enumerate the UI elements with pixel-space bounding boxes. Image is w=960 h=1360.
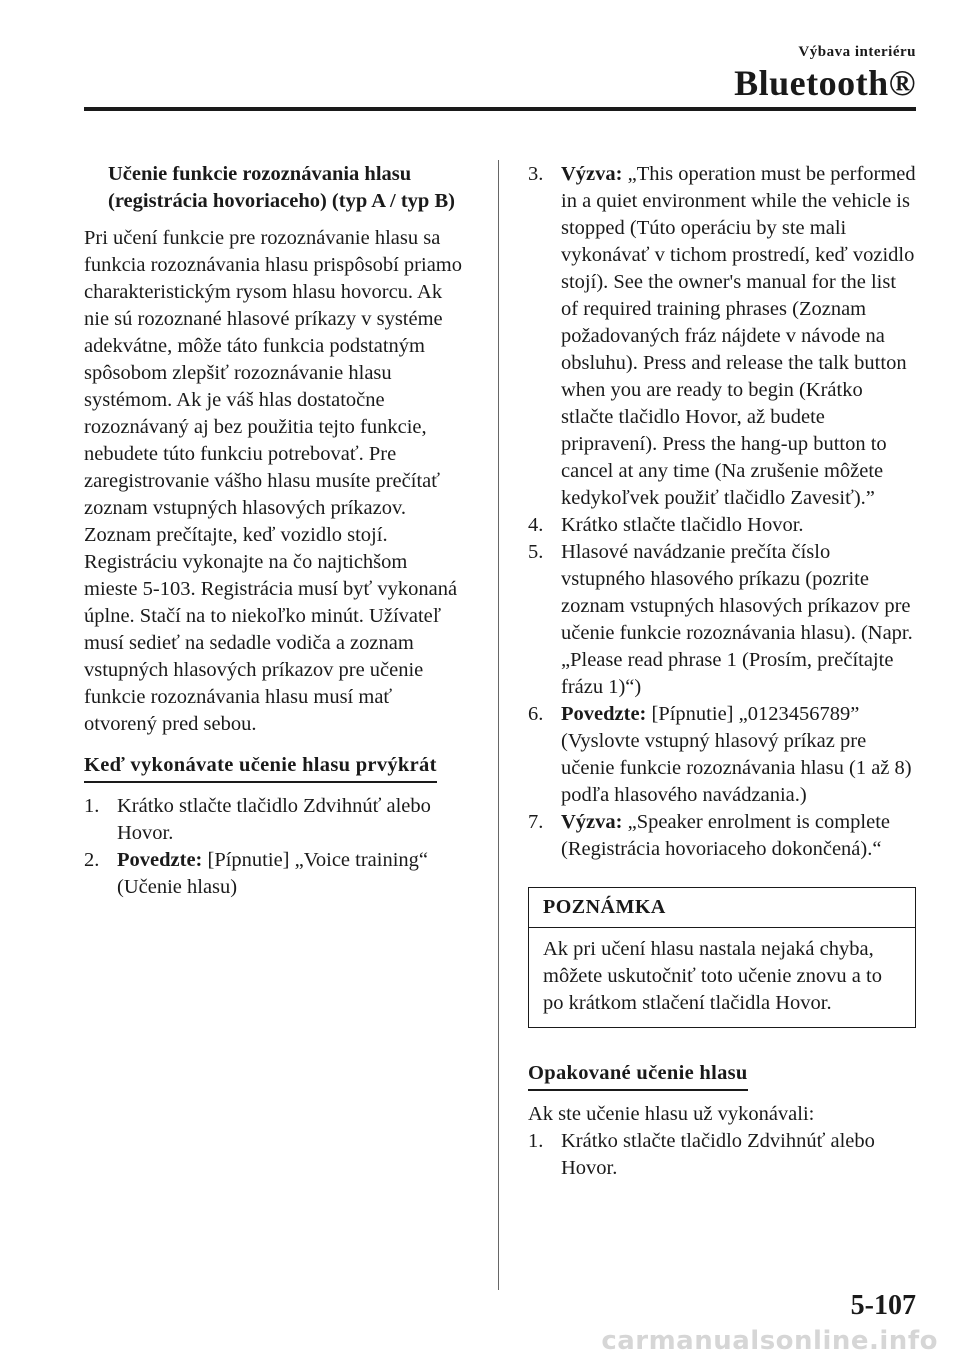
- step-item: [528, 161, 916, 512]
- step-item: [528, 1128, 916, 1182]
- note-title: POZNÁMKA: [529, 888, 915, 928]
- voice-training-intro: Pri učení funkcie pre rozoznávanie hlasu sa funkcia rozoznávania hlasu prispôsobí priamo charakteristickým rysom hlasu hovorcu. Ak nie sú rozoznané hlasové príkazy v systéme adekvátne, môže táto funkcia podstatným spôsobom zlepšiť rozoznávanie hlasu systémom. Ak je váš hlas dostatočne rozoznávaný aj bez použitia tejto funkcie, nebudete túto funkciu potrebovať. Pre zaregistrovanie vášho hlasu musíte prečítať zoznam vstupných hlasových príkazov. Zoznam prečítajte, keď vozidlo stojí. Registráciu vykonajte na čo najtichšom mieste 5-103. Registrácia musí byť vykonaná úplne. Stačí na to niekoľko minút. Užívateľ musí sedieť na sedadle vodiča a zoznam vstupných hlasových príkazov pre učenie funkcie rozoznávania hlasu musí mať otvorený pred sebou.: [84, 227, 462, 735]
- step-text: Hlasové navádzanie prečíta číslo vstupného hlasového príkazu (pozrite zoznam vstupných hlasových príkazov pre učenie funkcie rozoznávania hlasu). (Napr. „Please read phrase 1 (Prosím, prečítajte frázu 1)“): [561, 541, 913, 698]
- step-lead: Povedzte:: [117, 849, 203, 871]
- step-item: [528, 809, 916, 863]
- step-number: 2.: [84, 849, 100, 871]
- step-number: 3.: [528, 163, 544, 185]
- step-item: [84, 793, 464, 847]
- step-text: [Pípnutie] „Voice training“ (Učenie hlasu): [117, 849, 429, 898]
- step-text: Krátko stlačte tlačidlo Hovor.: [561, 514, 804, 536]
- section-title: Bluetooth®: [734, 63, 916, 103]
- step-text: [Pípnutie] „0123456789” (Vyslovte vstupný hlasový príkaz pre učenie funkcie rozoznávania hlasu (1 až 8) podľa hlasového navádzania.): [561, 703, 912, 806]
- step-item: [528, 701, 916, 809]
- step-item: [528, 512, 916, 539]
- step-text: „This operation must be performed in a quiet environment while the vehicle is stopped (Túto operáciu by ste mali vykonávať v tichom prostredí, keď vozidlo stojí). See the owner's manual for the list of required training phrases (Zoznam požadovaných fráz nájdete v návode na obsluhu). Press and release the talk button when you are ready to begin (Krátko stlačte tlačidlo Hovor, až budete pripravení). Press the hang-up button to cancel at any time (Na zrušenie môžete kedykoľvek použiť tlačidlo Zavesiť).”: [561, 163, 916, 509]
- step-lead: Výzva:: [561, 811, 623, 833]
- step-text: Krátko stlačte tlačidlo Zdvihnúť alebo Hovor.: [117, 795, 431, 844]
- step-number: 6.: [528, 703, 544, 725]
- step-lead: Výzva:: [561, 163, 623, 185]
- column-divider: [498, 160, 499, 1290]
- right-column: [528, 161, 916, 1182]
- first-time-heading: Keď vykonávate učenie hlasu prvýkrát: [84, 752, 437, 783]
- left-column: [84, 161, 464, 901]
- header-rule: [84, 107, 916, 111]
- step-item: [528, 539, 916, 701]
- step-number: 5.: [528, 541, 544, 563]
- note-text: Ak pri učení hlasu nastala nejaká chyba, môžete uskutočniť toto učenie znovu a to po krátkom stlačení tlačidla Hovor.: [543, 938, 882, 1014]
- voice-training-heading: Učenie funkcie rozoznávania hlasu (registrácia hovoriaceho) (typ A / typ B): [108, 163, 455, 212]
- step-number: 7.: [528, 811, 544, 833]
- repeat-training-intro: Ak ste učenie hlasu už vykonávali:: [528, 1103, 815, 1125]
- note-box: [528, 887, 916, 1028]
- step-number: 1.: [528, 1130, 544, 1152]
- step-number: 4.: [528, 514, 544, 536]
- step-text: Krátko stlačte tlačidlo Zdvihnúť alebo Hovor.: [561, 1130, 875, 1179]
- watermark: carmanualsonline.info: [601, 1326, 938, 1356]
- step-lead: Povedzte:: [561, 703, 647, 725]
- chapter-title: Výbava interiéru: [798, 44, 916, 60]
- repeat-training-heading: Opakované učenie hlasu: [528, 1060, 748, 1091]
- step-item: [84, 847, 464, 901]
- step-number: 1.: [84, 795, 100, 817]
- step-text: „Speaker enrolment is complete (Registrácia hovoriaceho dokončená).“: [561, 811, 891, 860]
- page-number: 5-107: [850, 1290, 916, 1321]
